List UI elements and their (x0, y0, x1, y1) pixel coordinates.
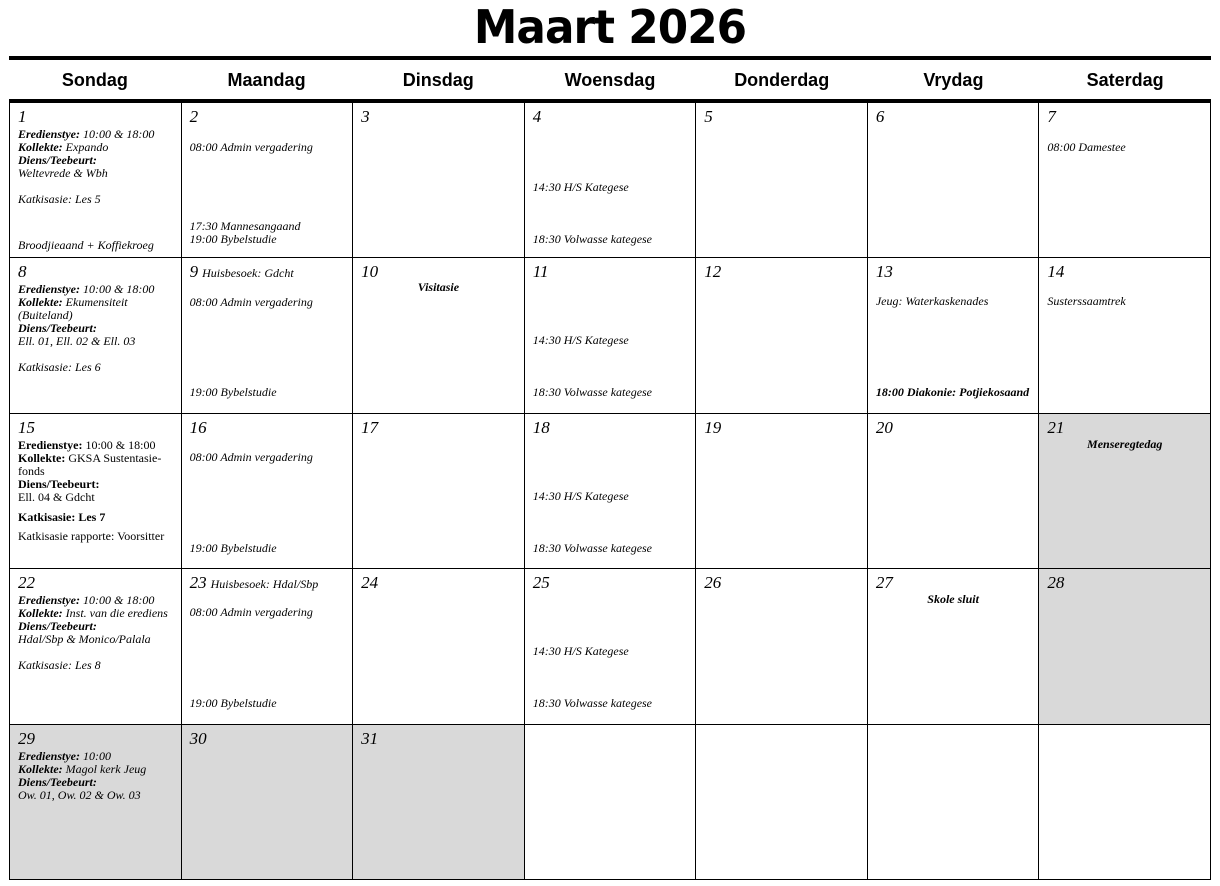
weekday-wednesday: Woensdag (564, 70, 656, 90)
empty-cell (696, 724, 868, 879)
event-item: Susterssaamtrek (1047, 294, 1126, 309)
event-item: 08:00 Admin vergadering (189, 605, 313, 620)
day-number: 2 (189, 107, 199, 126)
event-item: 08:00 Damestee (1047, 140, 1126, 154)
day-number: 8 (18, 262, 27, 282)
weekday-saturday: Saterdag (1086, 70, 1164, 90)
event-item: 19:00 Bybelstudie (189, 232, 277, 246)
event-item: 14:30 H/S Kategese (532, 180, 629, 194)
day-number: 17 (361, 417, 379, 437)
event-item: Visitasie (417, 280, 460, 295)
weekday-thursday: Donderdag (734, 70, 830, 90)
day-cell-9[interactable] (182, 257, 354, 412)
day-number: 11 (532, 262, 549, 282)
day-number: 25 (532, 573, 550, 593)
day-cell-25[interactable] (525, 568, 697, 723)
day-cell-2[interactable] (182, 102, 354, 257)
day-number: 24 (361, 573, 379, 593)
day-cell-28[interactable] (1039, 568, 1211, 723)
sunday-service-info: Eredienstye: 10:00 & 18:00 Kollekte: Ekumensiteit (Buiteland) Diens/Teebeurt: Ell. 01, Ell. 02 & Ell. 03 Katkisasie: Les 6 (18, 282, 155, 375)
day-cell-20[interactable] (868, 413, 1040, 568)
event-item: 18:30 Volwasse kategese (532, 696, 653, 711)
day-cell-19[interactable] (696, 413, 868, 568)
calendar-title: Maart 2026 (473, 0, 747, 54)
day-cell-30[interactable] (182, 724, 354, 879)
day-number: 13 (875, 262, 893, 282)
day-cell-26[interactable] (696, 568, 868, 723)
day-cell-6[interactable] (868, 102, 1040, 257)
empty-cell (525, 724, 697, 879)
day-number: 14 (1047, 262, 1065, 282)
day-number: 27 (875, 573, 893, 593)
sunday-service-info: Eredienstye: 10:00 & 18:00 Kollekte: Inst. van die erediens Diens/Teebeurt: Hdal/Sbp & Monico/Palala Katkisasie: Les 8 (18, 593, 168, 673)
day-number: 30 (189, 728, 207, 748)
event-item: 08:00 Admin vergadering (189, 295, 313, 310)
day-cell-3[interactable] (353, 102, 525, 257)
day-number: 4 (532, 107, 542, 126)
day-cell-10[interactable] (353, 257, 525, 412)
event-item: 18:30 Volwasse kategese (532, 232, 653, 246)
day-cell-29[interactable] (10, 724, 182, 879)
event-item: 14:30 H/S Kategese (532, 333, 629, 348)
weekday-monday: Maandag (227, 70, 306, 90)
day-number: 5 (704, 107, 713, 126)
event-item: 19:00 Bybelstudie (189, 696, 277, 711)
inline-note: Huisbesoek: Hdal/Sbp (210, 577, 319, 592)
day-cell-23[interactable] (182, 568, 354, 723)
day-number: 12 (704, 262, 722, 282)
day-number: 6 (875, 107, 885, 126)
day-cell-11[interactable] (525, 257, 697, 412)
day-number: 16 (189, 417, 207, 437)
day-number: 26 (704, 573, 722, 593)
day-number: 31 (361, 728, 379, 748)
day-number: 29 (18, 728, 35, 748)
event-item: Broodjieaand + Koffiekroeg (18, 238, 154, 252)
day-number: 15 (18, 417, 35, 437)
day-cell-15[interactable] (10, 413, 182, 568)
weekday-sunday: Sondag (61, 70, 128, 90)
calendar-grid (9, 102, 1211, 880)
day-number: 23 Huisbesoek: Hdal/Sbp (189, 573, 319, 593)
day-cell-8[interactable] (10, 257, 182, 412)
weekday-friday: Vrydag (923, 70, 984, 90)
day-number: 21 (1047, 417, 1065, 437)
day-cell-21[interactable] (1039, 413, 1211, 568)
day-number: 28 (1047, 573, 1065, 593)
day-number: 3 (361, 107, 370, 126)
sunday-service-info: Eredienstye: 10:00 & 18:00 Kollekte: Expando Diens/Teebeurt: Weltevrede & Wbh Katkisasie: Les 5 (18, 127, 155, 206)
event-item: Menseregtedag (1087, 436, 1163, 451)
event-item: 17:30 Mannesangaand (189, 219, 301, 233)
empty-cell (868, 724, 1040, 879)
sunday-service-info: Eredienstye: 10:00 Kollekte: Magol kerk Jeug Diens/Teebeurt: Ow. 01, Ow. 02 & Ow. 03 (18, 748, 147, 802)
day-number: 1 (18, 107, 27, 126)
weekday-tuesday: Dinsdag (402, 70, 474, 90)
event-item: 18:30 Volwasse kategese (532, 540, 653, 555)
day-cell-13[interactable] (868, 257, 1040, 412)
day-cell-5[interactable] (696, 102, 868, 257)
event-item: 08:00 Admin vergadering (189, 449, 313, 464)
event-item: 14:30 H/S Kategese (532, 488, 629, 503)
event-item: Jeug: Waterkaskenades (875, 294, 989, 309)
day-number: 7 (1047, 107, 1056, 126)
day-number: 20 (875, 417, 893, 437)
event-item: 19:00 Bybelstudie (189, 385, 277, 400)
empty-cell (1039, 724, 1211, 879)
event-item: 08:00 Admin vergadering (189, 140, 313, 154)
day-cell-17[interactable] (353, 413, 525, 568)
day-cell-31[interactable] (353, 724, 525, 879)
day-cell-22[interactable] (10, 568, 182, 723)
event-item: 14:30 H/S Kategese (532, 644, 629, 659)
sunday-service-info: Eredienstye: 10:00 & 18:00 Kollekte: GKSA Sustentasie-fonds Diens/Teebeurt: Ell. 04 & Gdcht Katkisasie: Les 7 Katkisasie rapporte: Voorsitter (18, 437, 165, 543)
day-cell-18[interactable] (525, 413, 697, 568)
day-cell-4[interactable] (525, 102, 697, 257)
day-cell-7[interactable] (1039, 102, 1211, 257)
day-cell-16[interactable] (182, 413, 354, 568)
event-item: 18:30 Volwasse kategese (532, 385, 653, 400)
event-item: Skole sluit (927, 592, 979, 607)
day-cell-12[interactable] (696, 257, 868, 412)
day-cell-1[interactable] (10, 102, 182, 257)
day-number: 9 Huisbesoek: Gdcht (189, 262, 294, 282)
inline-note: Huisbesoek: Gdcht (202, 266, 294, 281)
event-item: 19:00 Bybelstudie (189, 540, 277, 555)
day-cell-24[interactable] (353, 568, 525, 723)
weekday-header (9, 60, 1211, 100)
day-number: 18 (532, 417, 550, 437)
event-item: 18:00 Diakonie: Potjiekosaand (875, 385, 1030, 400)
day-cell-27[interactable] (868, 568, 1040, 723)
day-number: 10 (361, 262, 379, 282)
day-cell-14[interactable] (1039, 257, 1211, 412)
day-number: 22 (18, 573, 35, 593)
day-number: 19 (704, 417, 722, 437)
